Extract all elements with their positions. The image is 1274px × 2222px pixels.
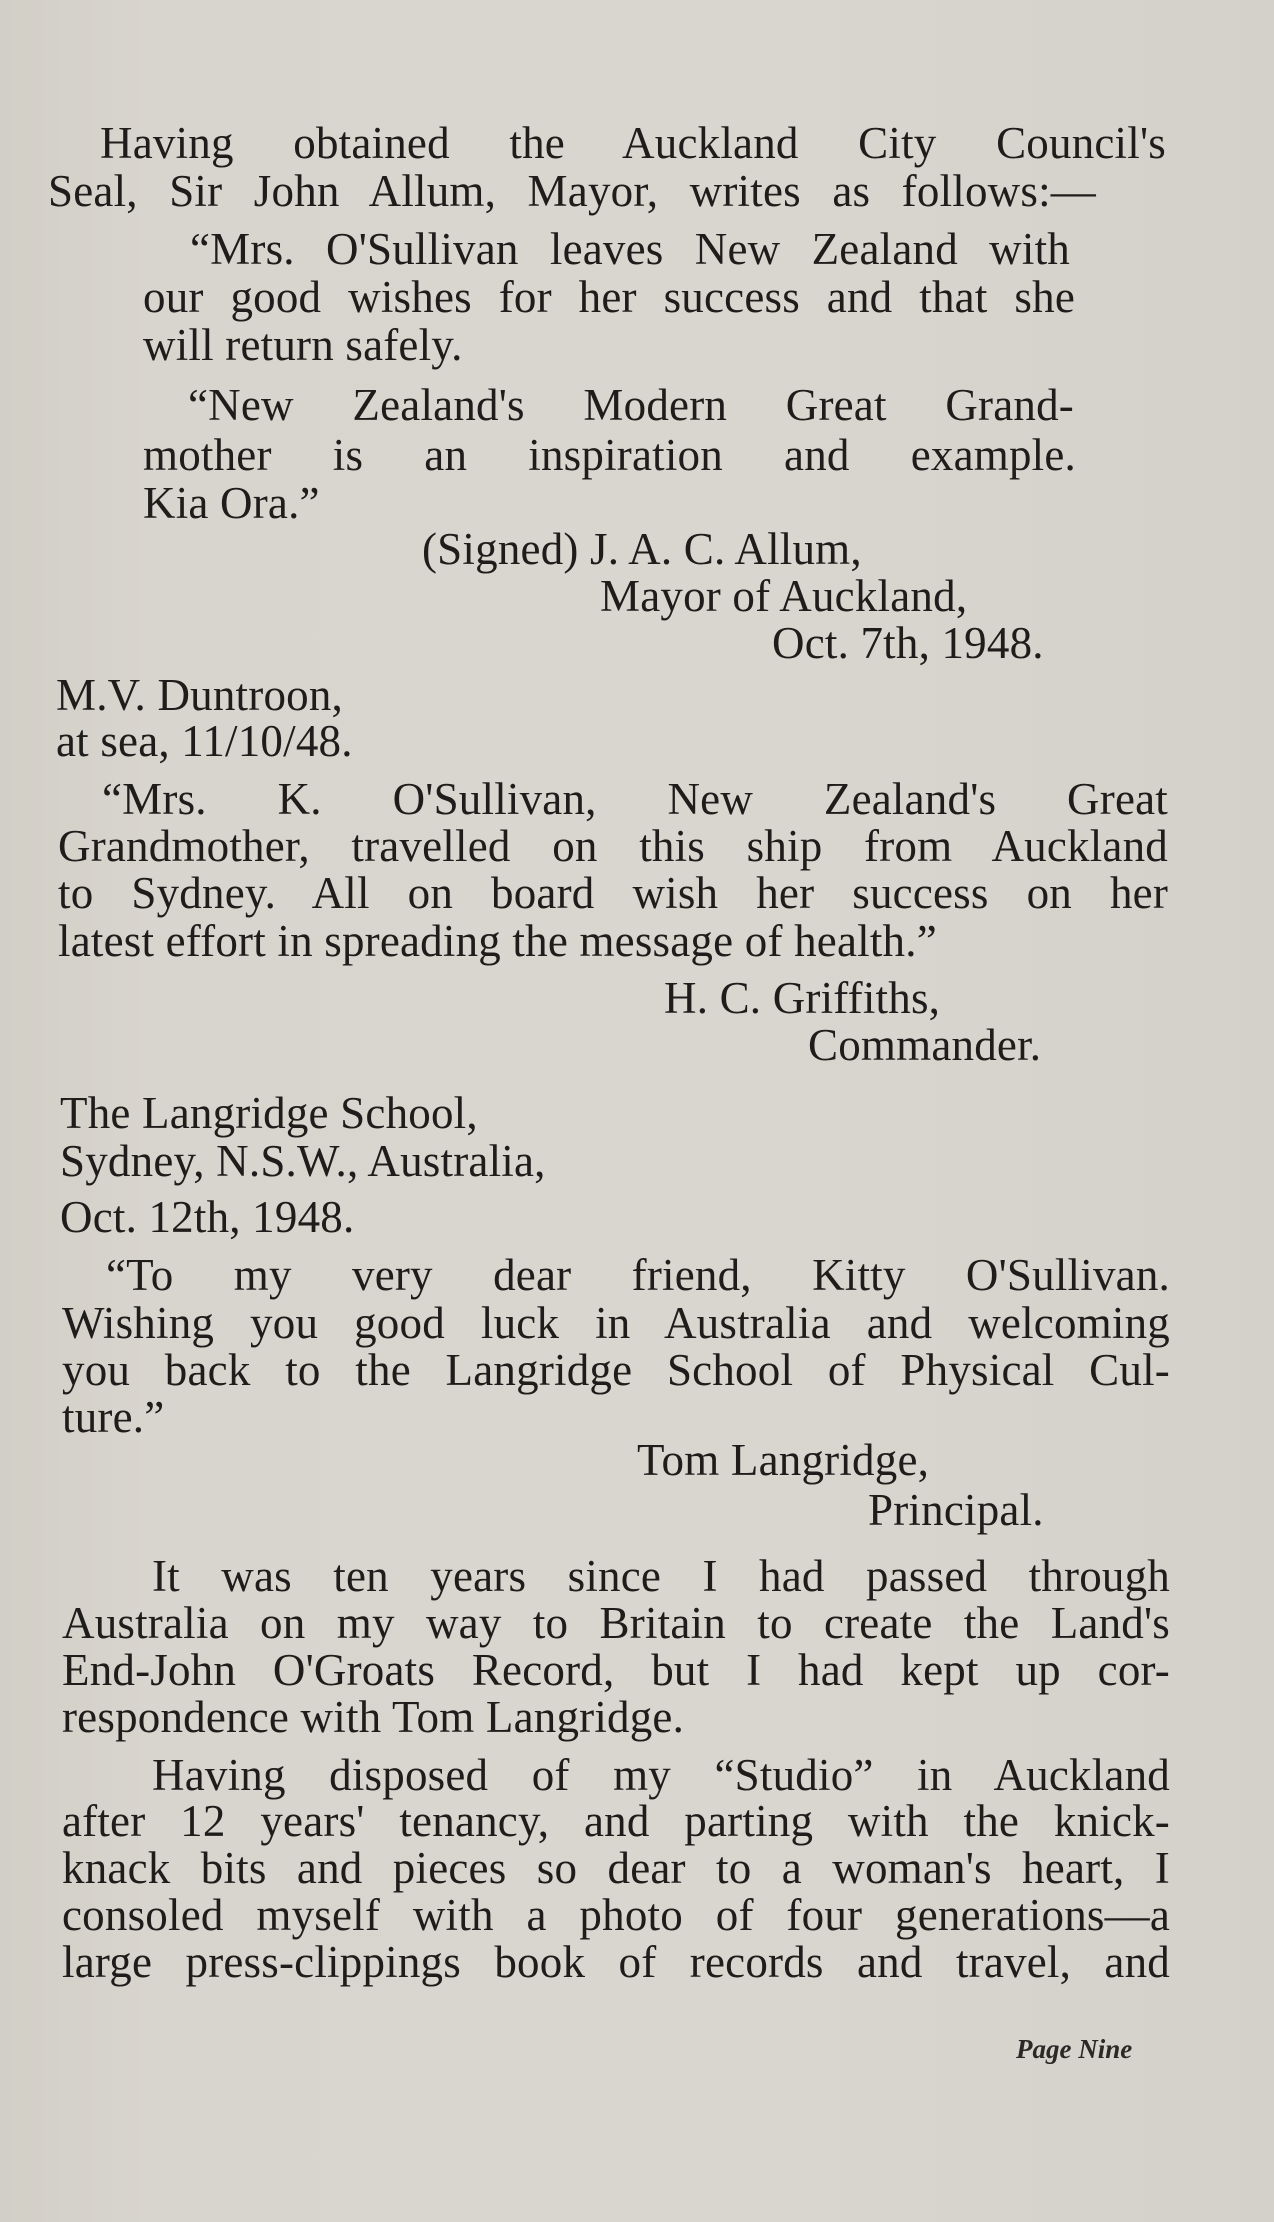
signature-line: (Signed) J. A. C. Allum, (422, 524, 862, 574)
address-line: Sydney, N.S.W., Australia, (60, 1136, 546, 1186)
signature-line: Principal. (868, 1485, 1044, 1535)
text-line: Australia on my way to Britain to create the Land's (62, 1598, 1170, 1648)
signature-line: Tom Langridge, (637, 1435, 930, 1485)
text-line: End-John O'Groats Record, but I had kept up cor- (62, 1645, 1170, 1695)
text-line: Kia Ora.” (143, 478, 320, 528)
text-line: Having disposed of my “Studio” in Auckland (152, 1750, 1170, 1800)
text-line: you back to the Langridge School of Physical Cul- (62, 1345, 1170, 1395)
text-line: “Mrs. K. O'Sullivan, New Zealand's Great (102, 774, 1168, 824)
address-line: M.V. Duntroon, (56, 670, 343, 720)
text-line: knack bits and pieces so dear to a woman's heart, I (62, 1843, 1170, 1893)
address-line: at sea, 11/10/48. (56, 716, 353, 766)
text-line: latest effort in spreading the message of health.” (58, 916, 937, 966)
text-line: Wishing you good luck in Australia and welcoming (62, 1298, 1170, 1348)
text-line: will return safely. (143, 320, 463, 370)
text-line: It was ten years since I had passed through (152, 1551, 1170, 1601)
text-line: after 12 years' tenancy, and parting with the knick- (62, 1796, 1170, 1846)
text-line: “To my very dear friend, Kitty O'Sullivan. (106, 1250, 1170, 1300)
text-line: Seal, Sir John Allum, Mayor, writes as follows:— (48, 166, 1096, 216)
page-number: Page Nine (1016, 2034, 1133, 2064)
text-line: Having obtained the Auckland City Council's (100, 118, 1166, 168)
date-line: Oct. 12th, 1948. (60, 1192, 355, 1242)
text-line: our good wishes for her success and that she (143, 272, 1075, 322)
address-line: The Langridge School, (60, 1088, 478, 1138)
text-line: “New Zealand's Modern Great Grand- (188, 380, 1074, 430)
text-line: respondence with Tom Langridge. (62, 1692, 685, 1742)
text-line: consoled myself with a photo of four generations—a (62, 1890, 1170, 1940)
text-line: large press-clippings book of records and travel, and (62, 1937, 1170, 1987)
text-line: ture.” (62, 1392, 165, 1442)
signature-line: Commander. (808, 1020, 1042, 1070)
signature-line: Mayor of Auckland, (600, 571, 968, 621)
text-line: Grandmother, travelled on this ship from Auckland (58, 821, 1168, 871)
text-line: to Sydney. All on board wish her success on her (58, 868, 1168, 918)
text-line: mother is an inspiration and example. (143, 430, 1076, 480)
signature-line: H. C. Griffiths, (664, 973, 941, 1023)
signature-line: Oct. 7th, 1948. (772, 618, 1044, 668)
text-line: “Mrs. O'Sullivan leaves New Zealand with (190, 224, 1070, 274)
